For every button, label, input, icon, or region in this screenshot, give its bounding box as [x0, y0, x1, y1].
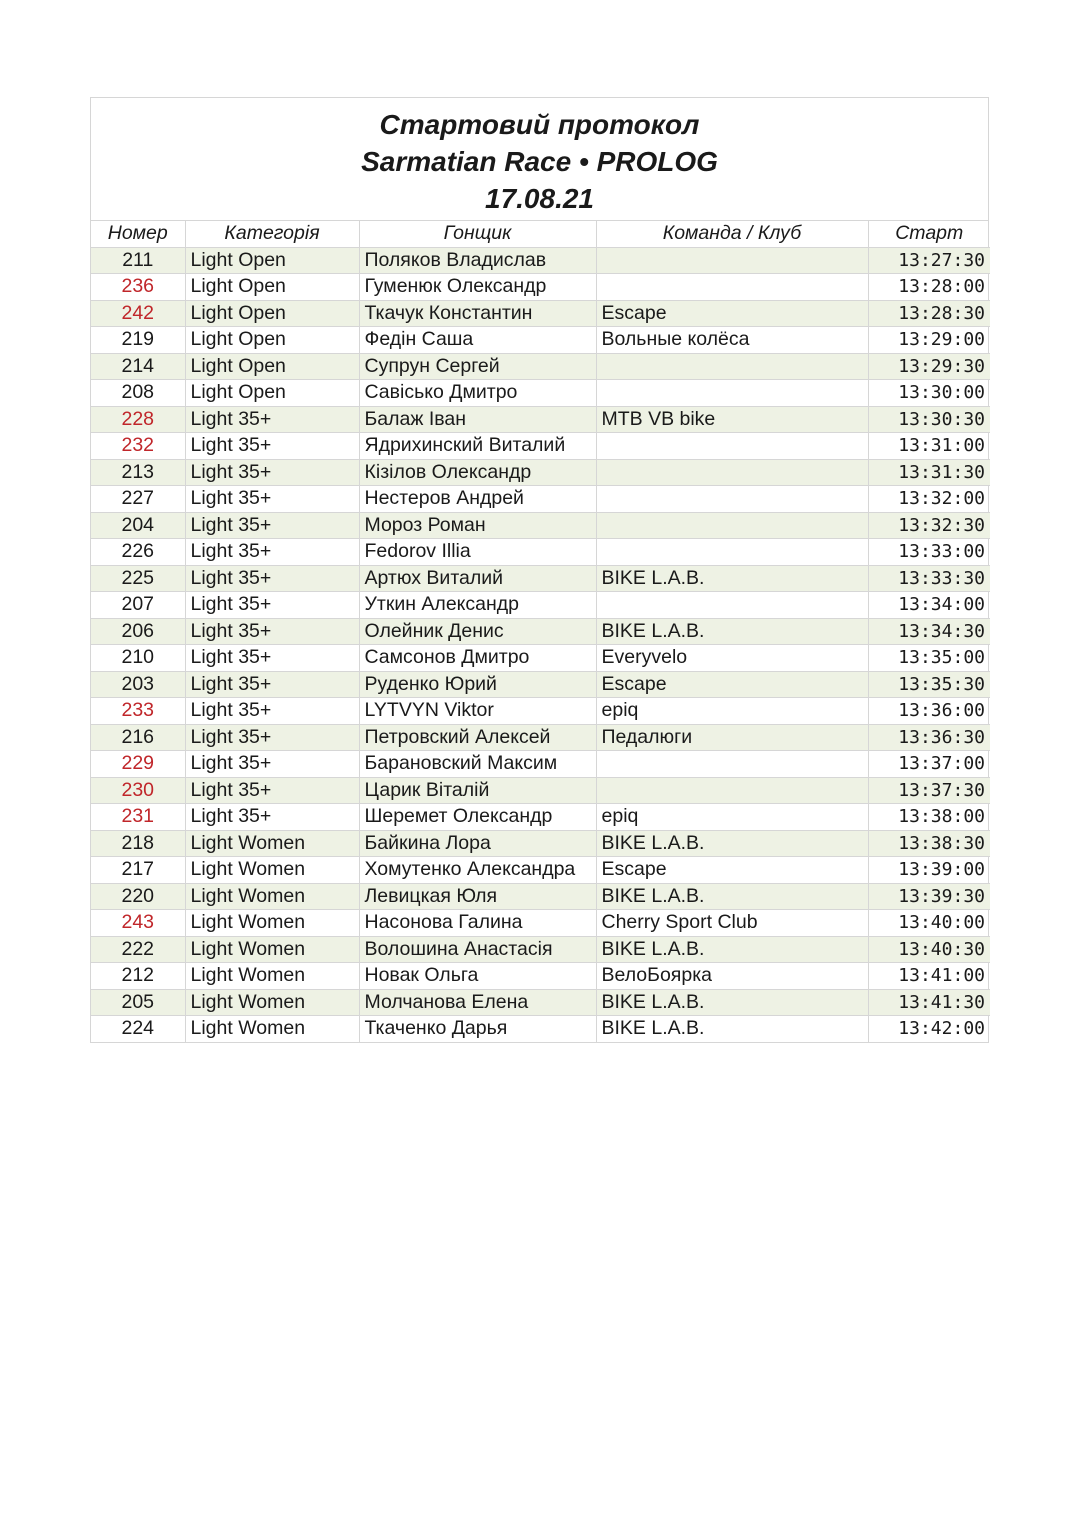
rider-name-cell: Насонова Галина: [359, 910, 596, 937]
category-cell: Light 35+: [185, 724, 359, 751]
category-cell: Light Women: [185, 936, 359, 963]
team-club-cell: ВелоБоярка: [596, 963, 868, 990]
team-club-cell: BIKE L.A.B.: [596, 989, 868, 1016]
start-protocol-sheet: [90, 97, 989, 1043]
table-row: [91, 433, 990, 460]
team-club-cell: [596, 777, 868, 804]
rider-name-cell: Руденко Юрий: [359, 671, 596, 698]
team-club-cell: Вольные колёса: [596, 327, 868, 354]
category-cell: Light Women: [185, 830, 359, 857]
bib-number-cell: 218: [91, 830, 185, 857]
category-cell: Light Women: [185, 883, 359, 910]
team-club-cell: [596, 353, 868, 380]
category-cell: Light 35+: [185, 406, 359, 433]
start-time-cell: 13:29:30: [868, 353, 990, 380]
rider-name-cell: Супрун Сергей: [359, 353, 596, 380]
bib-number-cell: 214: [91, 353, 185, 380]
category-cell: Light 35+: [185, 698, 359, 725]
bib-number-cell: 224: [91, 1016, 185, 1042]
table-row: [91, 274, 990, 301]
category-cell: Light 35+: [185, 539, 359, 566]
category-cell: Light Women: [185, 989, 359, 1016]
rider-name-cell: Поляков Владислав: [359, 247, 596, 274]
start-time-cell: 13:27:30: [868, 247, 990, 274]
table-header-row: [91, 221, 990, 247]
start-time-cell: 13:41:00: [868, 963, 990, 990]
column-header-category: Категорія: [185, 221, 359, 247]
team-club-cell: [596, 486, 868, 513]
category-cell: Light 35+: [185, 433, 359, 460]
team-club-cell: epiq: [596, 804, 868, 831]
table-row: [91, 539, 990, 566]
start-time-cell: 13:39:30: [868, 883, 990, 910]
team-club-cell: [596, 247, 868, 274]
start-time-cell: 13:29:00: [868, 327, 990, 354]
bib-number-cell: 233: [91, 698, 185, 725]
category-cell: Light 35+: [185, 618, 359, 645]
table-row: [91, 645, 990, 672]
team-club-cell: [596, 274, 868, 301]
team-club-cell: [596, 539, 868, 566]
category-cell: Light Women: [185, 910, 359, 937]
bib-number-cell: 236: [91, 274, 185, 301]
rider-name-cell: Хомутенко Александра: [359, 857, 596, 884]
bib-number-cell: 232: [91, 433, 185, 460]
table-row: [91, 247, 990, 274]
category-cell: Light 35+: [185, 512, 359, 539]
bib-number-cell: 206: [91, 618, 185, 645]
rider-name-cell: Барановский Максим: [359, 751, 596, 778]
team-club-cell: BIKE L.A.B.: [596, 883, 868, 910]
rider-name-cell: Олейник Денис: [359, 618, 596, 645]
team-club-cell: BIKE L.A.B.: [596, 936, 868, 963]
start-list-table: [91, 221, 990, 1042]
team-club-cell: BIKE L.A.B.: [596, 830, 868, 857]
category-cell: Light Women: [185, 963, 359, 990]
rider-name-cell: Новак Ольга: [359, 963, 596, 990]
table-row: [91, 327, 990, 354]
bib-number-cell: 217: [91, 857, 185, 884]
column-header-rider: Гонщик: [359, 221, 596, 247]
title-line-date: 17.08.21: [485, 183, 594, 214]
title-line-race: Sarmatian Race • PROLOG: [361, 146, 718, 177]
start-time-cell: 13:28:30: [868, 300, 990, 327]
team-club-cell: epiq: [596, 698, 868, 725]
bib-number-cell: 222: [91, 936, 185, 963]
team-club-cell: Педалюги: [596, 724, 868, 751]
bib-number-cell: 205: [91, 989, 185, 1016]
category-cell: Light Open: [185, 247, 359, 274]
rider-name-cell: Петровский Алексей: [359, 724, 596, 751]
bib-number-cell: 208: [91, 380, 185, 407]
bib-number-cell: 216: [91, 724, 185, 751]
category-cell: Light Women: [185, 1016, 359, 1042]
table-row: [91, 883, 990, 910]
bib-number-cell: 230: [91, 777, 185, 804]
bib-number-cell: 207: [91, 592, 185, 619]
start-time-cell: 13:28:00: [868, 274, 990, 301]
rider-name-cell: Молчанова Елена: [359, 989, 596, 1016]
table-row: [91, 857, 990, 884]
column-header-start: Старт: [868, 221, 990, 247]
bib-number-cell: 229: [91, 751, 185, 778]
rider-name-cell: Нестеров Андрей: [359, 486, 596, 513]
bib-number-cell: 213: [91, 459, 185, 486]
category-cell: Light Open: [185, 300, 359, 327]
rider-name-cell: Царик Віталій: [359, 777, 596, 804]
category-cell: Light 35+: [185, 804, 359, 831]
bib-number-cell: 212: [91, 963, 185, 990]
table-row: [91, 512, 990, 539]
category-cell: Light Open: [185, 274, 359, 301]
table-row: [91, 698, 990, 725]
start-time-cell: 13:34:00: [868, 592, 990, 619]
rider-name-cell: LYTVYN Viktor: [359, 698, 596, 725]
bib-number-cell: 203: [91, 671, 185, 698]
bib-number-cell: 243: [91, 910, 185, 937]
bib-number-cell: 210: [91, 645, 185, 672]
team-club-cell: [596, 592, 868, 619]
category-cell: Light 35+: [185, 671, 359, 698]
start-time-cell: 13:38:30: [868, 830, 990, 857]
category-cell: Light Open: [185, 380, 359, 407]
title-line-protocol: Стартовий протокол: [379, 109, 700, 140]
table-row: [91, 406, 990, 433]
start-time-cell: 13:40:30: [868, 936, 990, 963]
document-title: [91, 98, 988, 221]
bib-number-cell: 242: [91, 300, 185, 327]
start-time-cell: 13:40:00: [868, 910, 990, 937]
start-time-cell: 13:32:30: [868, 512, 990, 539]
rider-name-cell: Волошина Анастасія: [359, 936, 596, 963]
team-club-cell: [596, 512, 868, 539]
start-time-cell: 13:33:30: [868, 565, 990, 592]
table-row: [91, 486, 990, 513]
rider-name-cell: Fedorov Illia: [359, 539, 596, 566]
start-time-cell: 13:42:00: [868, 1016, 990, 1042]
bib-number-cell: 231: [91, 804, 185, 831]
category-cell: Light Open: [185, 353, 359, 380]
table-row: [91, 380, 990, 407]
team-club-cell: Escape: [596, 300, 868, 327]
table-row: [91, 671, 990, 698]
start-time-cell: 13:32:00: [868, 486, 990, 513]
rider-name-cell: Артюх Виталий: [359, 565, 596, 592]
team-club-cell: Cherry Sport Club: [596, 910, 868, 937]
category-cell: Light 35+: [185, 777, 359, 804]
bib-number-cell: 227: [91, 486, 185, 513]
start-time-cell: 13:35:30: [868, 671, 990, 698]
table-row: [91, 751, 990, 778]
rider-name-cell: Савісько Дмитро: [359, 380, 596, 407]
table-row: [91, 804, 990, 831]
rider-name-cell: Ткаченко Дарья: [359, 1016, 596, 1042]
start-time-cell: 13:38:00: [868, 804, 990, 831]
start-time-cell: 13:33:00: [868, 539, 990, 566]
rider-name-cell: Балаж Іван: [359, 406, 596, 433]
table-row: [91, 724, 990, 751]
rider-name-cell: Кізілов Олександр: [359, 459, 596, 486]
start-time-cell: 13:36:30: [868, 724, 990, 751]
bib-number-cell: 220: [91, 883, 185, 910]
bib-number-cell: 228: [91, 406, 185, 433]
category-cell: Light 35+: [185, 645, 359, 672]
team-club-cell: [596, 433, 868, 460]
rider-name-cell: Федін Саша: [359, 327, 596, 354]
category-cell: Light 35+: [185, 751, 359, 778]
table-row: [91, 565, 990, 592]
team-club-cell: Escape: [596, 857, 868, 884]
rider-name-cell: Байкина Лора: [359, 830, 596, 857]
rider-name-cell: Шеремет Олександр: [359, 804, 596, 831]
start-time-cell: 13:37:00: [868, 751, 990, 778]
category-cell: Light 35+: [185, 459, 359, 486]
start-time-cell: 13:30:30: [868, 406, 990, 433]
table-row: [91, 910, 990, 937]
table-row: [91, 963, 990, 990]
start-time-cell: 13:39:00: [868, 857, 990, 884]
start-time-cell: 13:34:30: [868, 618, 990, 645]
bib-number-cell: 204: [91, 512, 185, 539]
team-club-cell: BIKE L.A.B.: [596, 618, 868, 645]
table-row: [91, 989, 990, 1016]
start-time-cell: 13:31:30: [868, 459, 990, 486]
team-club-cell: Escape: [596, 671, 868, 698]
team-club-cell: BIKE L.A.B.: [596, 1016, 868, 1042]
start-time-cell: 13:36:00: [868, 698, 990, 725]
bib-number-cell: 219: [91, 327, 185, 354]
rider-name-cell: Уткин Александр: [359, 592, 596, 619]
bib-number-cell: 211: [91, 247, 185, 274]
table-row: [91, 777, 990, 804]
table-row: [91, 300, 990, 327]
category-cell: Light 35+: [185, 592, 359, 619]
rider-name-cell: Гуменюк Олександр: [359, 274, 596, 301]
table-row: [91, 830, 990, 857]
column-header-team: Команда / Клуб: [596, 221, 868, 247]
rider-name-cell: Ткачук Константин: [359, 300, 596, 327]
table-row: [91, 936, 990, 963]
rider-name-cell: Ядрихинский Виталий: [359, 433, 596, 460]
rider-name-cell: Самсонов Дмитро: [359, 645, 596, 672]
column-header-number: Номер: [91, 221, 185, 247]
start-time-cell: 13:30:00: [868, 380, 990, 407]
team-club-cell: [596, 380, 868, 407]
bib-number-cell: 226: [91, 539, 185, 566]
team-club-cell: [596, 459, 868, 486]
rider-name-cell: Мороз Роман: [359, 512, 596, 539]
table-row: [91, 1016, 990, 1042]
start-time-cell: 13:35:00: [868, 645, 990, 672]
table-row: [91, 618, 990, 645]
category-cell: Light 35+: [185, 565, 359, 592]
start-time-cell: 13:41:30: [868, 989, 990, 1016]
team-club-cell: MTB VB bike: [596, 406, 868, 433]
team-club-cell: Everyvelo: [596, 645, 868, 672]
team-club-cell: BIKE L.A.B.: [596, 565, 868, 592]
category-cell: Light 35+: [185, 486, 359, 513]
table-row: [91, 459, 990, 486]
category-cell: Light Open: [185, 327, 359, 354]
rider-name-cell: Левицкая Юля: [359, 883, 596, 910]
category-cell: Light Women: [185, 857, 359, 884]
start-time-cell: 13:31:00: [868, 433, 990, 460]
table-row: [91, 353, 990, 380]
table-row: [91, 592, 990, 619]
team-club-cell: [596, 751, 868, 778]
start-time-cell: 13:37:30: [868, 777, 990, 804]
bib-number-cell: 225: [91, 565, 185, 592]
